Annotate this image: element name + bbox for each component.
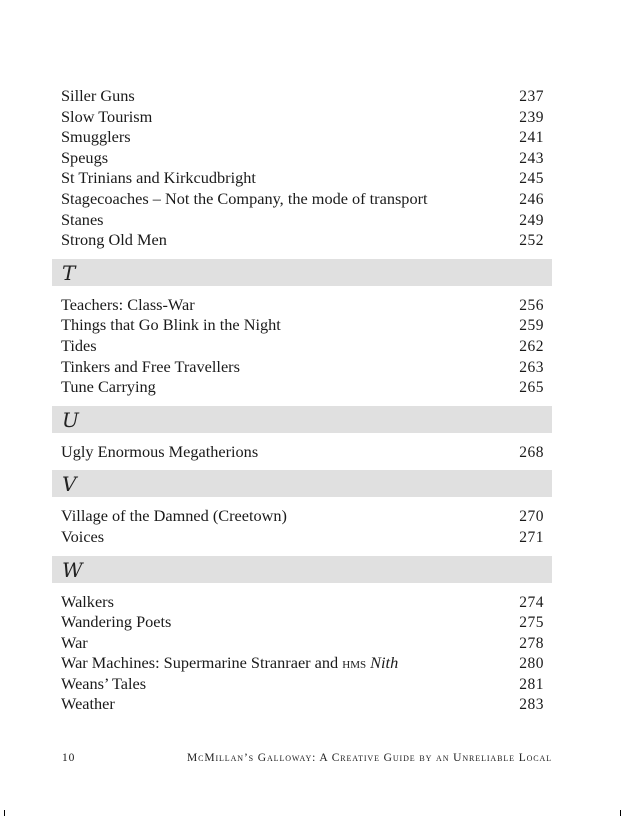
entry-page: 262 [519, 337, 544, 355]
toc-entry [52, 86, 552, 107]
toc-entry [52, 592, 552, 613]
entry-title: Village of the Damned (Creetown) [61, 506, 287, 526]
section-u [52, 406, 552, 463]
entry-title-italic: Nith [370, 653, 399, 673]
toc-entry [52, 127, 552, 148]
section-header-letter: V [52, 470, 552, 497]
toc-entry [52, 612, 552, 633]
entry-page: 283 [519, 696, 544, 714]
toc-entry [52, 442, 552, 463]
toc-entry [52, 633, 552, 654]
entry-page: 271 [519, 528, 544, 546]
entry-page: 241 [519, 129, 544, 147]
entry-page: 252 [519, 232, 544, 250]
entry-title: Slow Tourism [61, 106, 153, 126]
entry-page: 245 [519, 170, 544, 188]
section-v [52, 470, 552, 547]
toc-entry [52, 107, 552, 128]
entry-page: 256 [519, 296, 544, 314]
toc-entry [52, 357, 552, 378]
entry-page: 275 [519, 614, 544, 632]
toc-entry [52, 377, 552, 398]
entry-title: Weather [61, 694, 115, 714]
entry-page: 270 [519, 508, 544, 526]
entry-title: Siller Guns [61, 86, 135, 105]
toc-entry [52, 148, 552, 169]
toc-entry [52, 694, 552, 715]
entry-title: Weans’ Tales [61, 673, 147, 693]
entry-title: Teachers: Class-War [61, 294, 195, 314]
footer-book-title: McMillan’s Galloway: A Creative Guide by an Unreliable Local [186, 752, 552, 764]
entry-title: Tides [61, 335, 97, 355]
toc-entry [52, 506, 552, 527]
entry-title: Tune Carrying [61, 377, 156, 397]
section-header-letter: T [52, 259, 552, 286]
entry-title: Strong Old Men [61, 230, 167, 250]
entry-page: 237 [519, 88, 544, 105]
section-header-letter: W [52, 556, 552, 583]
section-header-letter: U [52, 406, 552, 433]
entry-title-smallcaps: hms [342, 653, 367, 673]
toc-entry [52, 315, 552, 336]
entry-page: 265 [519, 379, 544, 397]
entry-page: 249 [519, 211, 544, 229]
toc-entry [52, 210, 552, 231]
section-s [52, 86, 552, 251]
entry-title: Stagecoaches – Not the Company, the mode of transport [61, 188, 428, 208]
entry-title: Things that Go Blink in the Night [61, 315, 281, 335]
entry-title: Smugglers [61, 127, 131, 147]
footer-page-number: 10 [62, 752, 76, 764]
toc-entry [52, 189, 552, 210]
entry-page: 281 [519, 675, 544, 693]
table-of-contents [52, 86, 552, 715]
entry-title: St Trinians and Kirkcudbright [61, 168, 256, 188]
crop-mark-right [620, 810, 621, 816]
entry-title: Voices [61, 526, 105, 546]
toc-entry [52, 527, 552, 548]
entry-page: 246 [519, 190, 544, 208]
entry-title: Tinkers and Free Travellers [61, 356, 240, 376]
entry-title-text: War Machines: Supermarine Stranraer and [61, 653, 343, 673]
crop-mark-left [4, 810, 5, 816]
entry-page: 243 [519, 149, 544, 167]
toc-entry [52, 295, 552, 316]
section-t [52, 259, 552, 398]
entry-title: Stanes [61, 209, 104, 229]
section-w [52, 556, 552, 716]
toc-entry [52, 674, 552, 695]
entry-page: 263 [519, 358, 544, 376]
entry-title: Wandering Poets [61, 612, 172, 632]
entry-page: 259 [519, 317, 544, 335]
toc-entry [52, 336, 552, 357]
entry-title: War [61, 632, 88, 652]
entry-title: Walkers [61, 591, 114, 611]
entry-page: 239 [519, 108, 544, 126]
entry-title: Speugs [61, 147, 109, 167]
entry-page: 268 [519, 443, 544, 461]
toc-entry [52, 230, 552, 251]
entry-title [61, 653, 398, 674]
toc-entry [52, 168, 552, 189]
entry-title: Ugly Enormous Megatherions [61, 441, 259, 461]
entry-page: 278 [519, 634, 544, 652]
entry-page: 274 [519, 593, 544, 611]
entry-page: 280 [519, 655, 544, 673]
toc-entry [52, 653, 552, 674]
